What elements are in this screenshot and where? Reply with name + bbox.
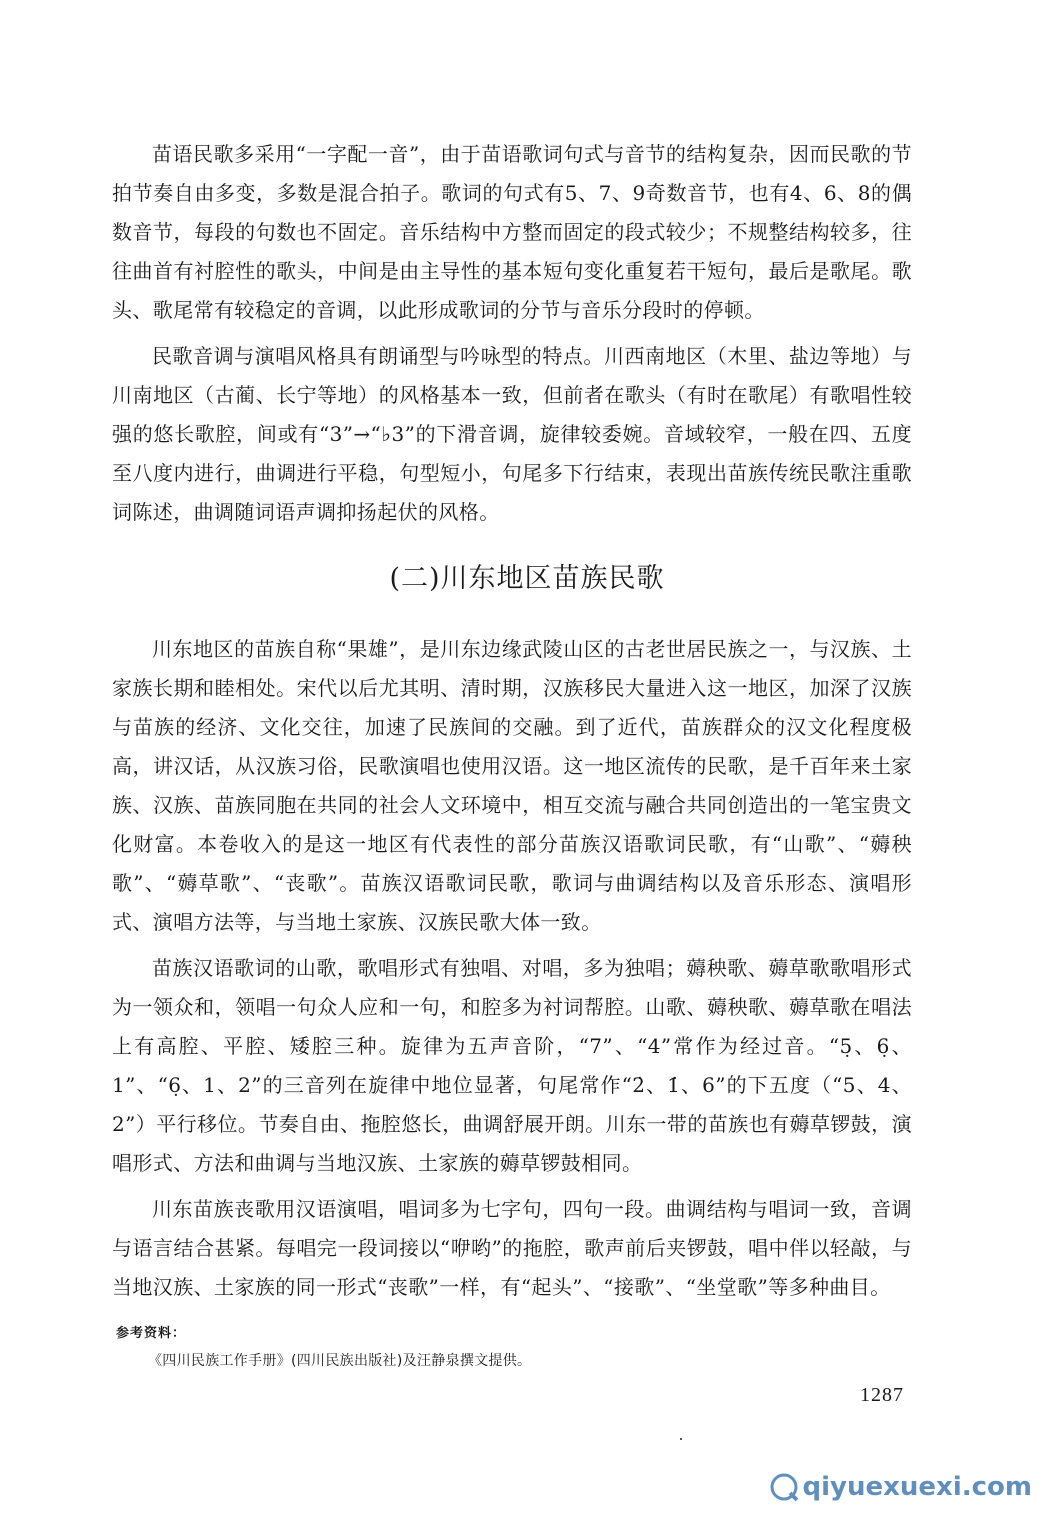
section-paragraph-1: 川东地区的苗族自称“果雄”，是川东边缘武陵山区的古老世居民族之一，与汉族、土家族长期和睦相处。宋代以后尤其明、清时期，汉族移民大量进入这一地区，加深了汉族与苗族的经济、文化交往，加速了民族间的交融。到了近代，苗族群众的汉文化程度极高，讲汉话，从汉族习俗，民歌演唱也使用汉语。这一地区流传的民歌，是千百年来土家族、汉族、苗族同胞在共同的社会人文环境中，相互交流与融合共同创造出的一笔宝贵文化财富。本卷收入的是这一地区有代表性的部分苗族汉语歌词民歌，有“山歌”、“薅秧歌”、“薅草歌”、“丧歌”。苗族汉语歌词民歌，歌词与曲调结构以及音乐形态、演唱形式、演唱方法等，与当地土家族、汉族民歌大体一致。 <box>112 637 912 934</box>
section-title: (二)川东地区苗族民歌 <box>389 563 665 594</box>
references-text: 《四川民族工作手册》(四川民族出版社)及汪静泉撰文提供。 <box>148 1353 532 1369</box>
intro-paragraph-1: 苗语民歌多采用“一字配一音”，由于苗语歌词句式与音节的结构复杂，因而民歌的节拍节奏自由多变，多数是混合拍子。歌词的句式有5、7、9奇数音节，也有4、6、8的偶数音节，每段的句数也不固定。音乐结构中方整而固定的段式较少；不规整结构较多，往往曲首有衬腔性的歌头，中间是由主导性的基本短句变化重复若干短句，最后是歌尾。歌头、歌尾常有较稳定的音调，以此形成歌词的分节与音乐分段时的停顿。 <box>112 142 912 322</box>
watermark-logo-icon <box>769 1472 799 1502</box>
intro-text <box>112 135 912 539</box>
watermark-text: qiyuexuexi.com <box>802 1472 1032 1502</box>
scan-dot <box>680 1438 682 1440</box>
watermark <box>769 1472 1032 1502</box>
section-paragraph-3: 川东苗族丧歌用汉语演唱，唱词多为七字句，四句一段。曲调结构与唱词一致，音调与语言结合甚紧。每唱完一段词接以“咿哟”的拖腔，歌声前后夹锣鼓，唱中伴以轻敲，与当地汉族、土家族的同一形式“丧歌”一样，有“起头”、“接歌”、“坐堂歌”等多种曲目。 <box>112 1197 912 1299</box>
references-heading: 参考资料： <box>116 1326 187 1341</box>
section-paragraph-2: 苗族汉语歌词的山歌，歌唱形式有独唱、对唱，多为独唱；薅秧歌、薅草歌歌唱形式为一领众和，领唱一句众人应和一句，和腔多为衬词帮腔。山歌、薅秧歌、薅草歌在唱法上有高腔、平腔、矮腔三种。旋律为五声音阶，“7”、“4”常作为经过音。“5̣、6̣、1”、“6̣、1、2”的三音列在旋律中地位显著，句尾常作“2̇、1̇、6”的下五度（“5、4、2”）平行移位。节奏自由、拖腔悠长，曲调舒展开朗。川东一带的苗族也有薅草锣鼓，演唱形式、方法和曲调与当地汉族、土家族的薅草锣鼓相同。 <box>112 956 912 1175</box>
section-body <box>112 630 912 1314</box>
intro-paragraph-2: 民歌音调与演唱风格具有朗诵型与吟咏型的特点。川西南地区（木里、盐边等地）与川南地区（古蔺、长宁等地）的风格基本一致，但前者在歌头（有时在歌尾）有歌唱性较强的悠长歌腔，间或有“3”→“♭3”的下滑音调，旋律较委婉。音域较窄，一般在四、五度至八度内进行，曲调进行平稳，句型短小，句尾多下行结束，表现出苗族传统民歌注重歌词陈述，曲调随词语声调抑扬起伏的风格。 <box>112 344 912 524</box>
page-number: 1287 <box>860 1384 904 1406</box>
